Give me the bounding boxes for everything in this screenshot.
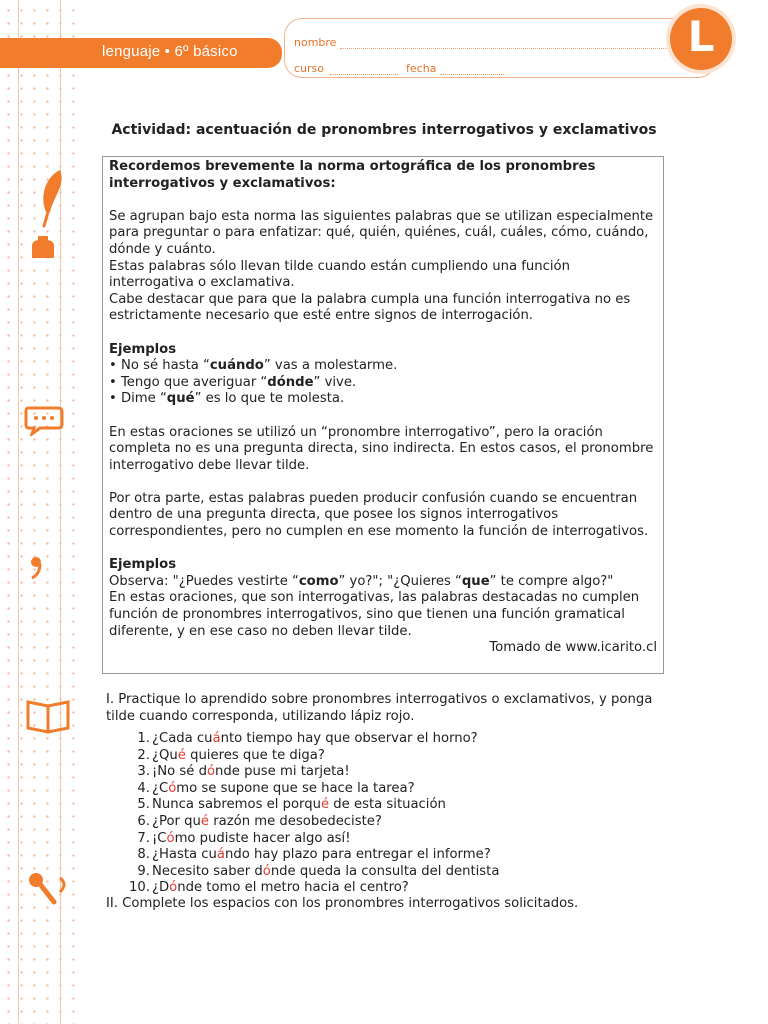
item-text: ¿Hasta cu [152,847,217,863]
item-text: ndo hay plazo para entregar el informe? [225,847,491,863]
item-text: ¡No sé d [152,764,207,780]
example-text: ” vas a molestarme. [263,358,398,374]
red-accent: ó [206,764,216,780]
item-number: 7. [137,830,150,846]
fecha-label: fecha [406,62,437,75]
list-item [128,764,499,781]
list-item [128,797,499,814]
comma-icon [24,552,54,582]
red-accent: é [200,813,210,829]
example-text: ” vive. [313,374,357,390]
rule-box [102,156,664,674]
nombre-label: nombre [294,36,337,49]
item-text: Necesito saber d [152,863,263,879]
subject-label: lenguaje • 6º básico [102,43,238,60]
item-text: quieres que te diga? [185,747,325,763]
item-number: 10. [129,880,150,896]
list-item [128,847,499,864]
list-item [128,831,499,848]
logo-letter: L [687,12,715,61]
microphone-icon [24,868,72,908]
examples-1-title: Ejemplos [109,341,177,357]
examples-2-title: Ejemplos [109,557,177,573]
curso-field[interactable] [330,73,398,75]
example-word: dónde [267,374,314,390]
red-accent: ó [166,830,175,846]
item-text: razón me desobedeciste? [209,813,382,829]
red-accent: á [212,731,221,746]
example-3-line [109,391,657,408]
example-word: qué [166,391,195,407]
item-text: ¿Qu [152,747,178,763]
box-heading: Recordemos brevemente la norma ortográfica de los pronombres interrogativos y exclamativos: [109,159,596,191]
list-item [128,814,499,831]
red-accent: ó [168,780,177,796]
item-text: de esta situación [329,797,446,813]
example-text: • Dime “ [109,391,167,407]
box-paragraph-2: En estas oraciones se utilizó un “pronombre interrogativo”, pero la oración completa no es una pregunta directa, sino indirecta. En estos casos, el pronombre interrogativo debe llevar tilde. [109,424,654,473]
red-accent: é [177,747,186,763]
exercise-1-list [128,731,499,897]
item-text: nde tomo el metro hacia el centro? [177,880,409,896]
item-number: 2. [137,747,150,763]
item-text: ¿Cada cu [152,731,213,746]
example-text: ” te compre algo?" [489,573,614,589]
logo-badge [670,8,732,70]
item-number: 1. [137,731,150,746]
item-text: nto tiempo hay que observar el horno? [220,731,478,746]
item-number: 6. [137,813,150,829]
page-title: Actividad: acentuación de pronombres interrogativos y exclamativos [111,122,657,138]
item-text: ¿Por qu [152,813,201,829]
list-item [128,864,499,881]
list-item [128,880,499,897]
item-number: 8. [137,847,150,863]
list-item [128,731,499,748]
item-text: nde queda la consulta del dentista [270,863,500,879]
item-text: Nunca sabremos el porqu [152,797,321,813]
example-word: cuándo [209,358,264,374]
item-number: 3. [137,764,150,780]
item-text: ¿D [152,880,170,896]
fecha-field[interactable] [440,73,504,75]
red-accent: é [320,797,330,813]
example-text: ” es lo que te molesta. [194,391,345,407]
item-number: 4. [137,780,150,796]
nombre-field[interactable] [340,47,670,49]
speech-bubble-icon [24,404,64,436]
quill-pen-icon [24,168,72,230]
red-accent: ó [169,880,178,896]
item-text: ¡C [152,830,167,846]
item-text: ¿C [152,780,169,796]
box-intro-3: Cabe destacar que para que la palabra cumpla una función interrogativa no es estrictamente necesario que esté entre signos de interrogación. [109,291,631,324]
box-intro-2: Estas palabras sólo llevan tilde cuando están cumpliendo una función interrogativa o exclamativa. [109,258,570,291]
item-text: mo se supone que se hace la tarea? [176,780,415,796]
item-text: nde puse mi tarjeta! [215,764,350,780]
example-2-line [109,375,657,392]
exercise-2-instruction: II. Complete los espacios con los pronombres interrogativos solicitados. [106,896,579,911]
item-number: 9. [137,863,150,879]
margin-line-left [18,0,19,1024]
inkwell-icon [24,236,64,262]
example-word: que [461,573,490,589]
examples-2-line [109,574,657,591]
box-intro-1: Se agrupan bajo esta norma las siguientes palabras que se utilizan especialmente para preguntar o para enfatizar: qué, quién, quiénes, cuál, cuáles, cómo, cuándo, dónde y cuánto. [109,208,654,257]
example-1-line [109,358,657,375]
red-accent: ó [262,863,271,879]
item-number: 5. [137,797,150,813]
list-item [128,748,499,765]
open-book-icon [24,696,72,734]
example-text: ” yo?"; "¿Quieres “ [338,573,462,589]
example-text: • Tengo que averiguar “ [109,374,268,390]
source-credit: Tomado de www.icarito.cl [489,640,657,656]
exercise-1-instruction: I. Practique lo aprendido sobre pronombres interrogativos o exclamativos, y ponga tilde cuando corresponda, utilizando lápiz rojo. [106,692,653,724]
example-word: como [298,573,339,589]
example-text: • No sé hasta “ [109,358,210,374]
example-text: Observa: "¿Puedes vestirte “ [109,573,299,589]
list-item [128,781,499,798]
item-text: mo pudiste hacer algo así! [174,830,351,846]
box-paragraph-3: Por otra parte, estas palabras pueden producir confusión cuando se encuentran dentro de una pregunta directa, que posee los signos interrogativos correspondientes, pero no cumplen en ese momento la función de interrogativos. [109,490,649,540]
red-accent: á [216,847,226,863]
curso-label: curso [294,62,325,75]
box-paragraph-4: En estas oraciones, que son interrogativas, las palabras destacadas no cumplen función de pronombres interrogativos, sino que tienen una función gramatical diferente, y en ese caso no deben llevar tilde. [109,590,640,639]
